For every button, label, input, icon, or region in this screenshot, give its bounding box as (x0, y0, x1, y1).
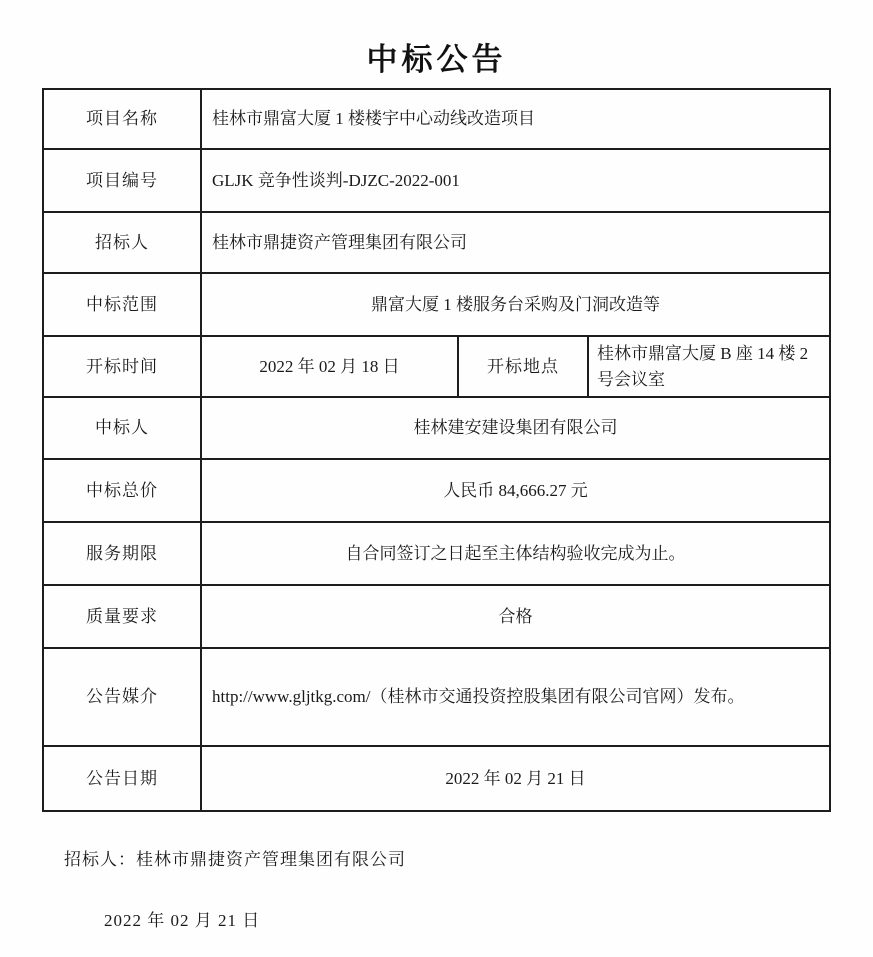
footer-bidder-line: 招标人：桂林市鼎捷资产管理集团有限公司 (64, 850, 406, 869)
table-row (43, 648, 830, 746)
table-row (43, 212, 830, 273)
row-value-service-period: 自合同签订之日起至主体结构验收完成为止。 (201, 522, 830, 585)
row-value-winner: 桂林建安建设集团有限公司 (201, 397, 830, 459)
table-row (43, 89, 830, 149)
row-label-notice-date: 公告日期 (43, 746, 201, 811)
row-value-open-place: 桂林市鼎富大厦 B 座 14 楼 2 号会议室 (588, 336, 830, 397)
row-label-project-number: 项目编号 (43, 149, 201, 212)
notice-table (42, 88, 831, 812)
row-label-winner: 中标人 (43, 397, 201, 459)
table-row (43, 585, 830, 648)
row-label-open-place: 开标地点 (458, 336, 588, 397)
page-title: 中标公告 (366, 42, 507, 77)
footer-date-line: 2022 年 02 月 21 日 (104, 911, 261, 930)
table-row (43, 397, 830, 459)
row-label-tenderer: 招标人 (43, 212, 201, 273)
row-value-tenderer: 桂林市鼎捷资产管理集团有限公司 (201, 212, 830, 273)
row-value-open-time: 2022 年 02 月 18 日 (201, 336, 458, 397)
row-label-quality: 质量要求 (43, 585, 201, 648)
row-label-project-name: 项目名称 (43, 89, 201, 149)
table-row (43, 273, 830, 336)
row-value-total-price: 人民币 84,666.27 元 (201, 459, 830, 522)
row-label-bid-scope: 中标范围 (43, 273, 201, 336)
table-row (43, 149, 830, 212)
table-row (43, 459, 830, 522)
row-value-bid-scope: 鼎富大厦 1 楼服务台采购及门洞改造等 (201, 273, 830, 336)
row-label-total-price: 中标总价 (43, 459, 201, 522)
table-row (43, 746, 830, 811)
row-value-media: http://www.gljtkg.com/（桂林市交通投资控股集团有限公司官网）发布。 (201, 648, 830, 746)
row-value-quality: 合格 (201, 585, 830, 648)
row-label-service-period: 服务期限 (43, 522, 201, 585)
row-label-open-time: 开标时间 (43, 336, 201, 397)
row-value-project-name: 桂林市鼎富大厦 1 楼楼宇中心动线改造项目 (201, 89, 830, 149)
row-value-notice-date: 2022 年 02 月 21 日 (201, 746, 830, 811)
row-label-media: 公告媒介 (43, 648, 201, 746)
row-value-project-number: GLJK 竞争性谈判-DJZC-2022-001 (201, 149, 830, 212)
table-row (43, 522, 830, 585)
table-row-open-info (43, 336, 830, 397)
